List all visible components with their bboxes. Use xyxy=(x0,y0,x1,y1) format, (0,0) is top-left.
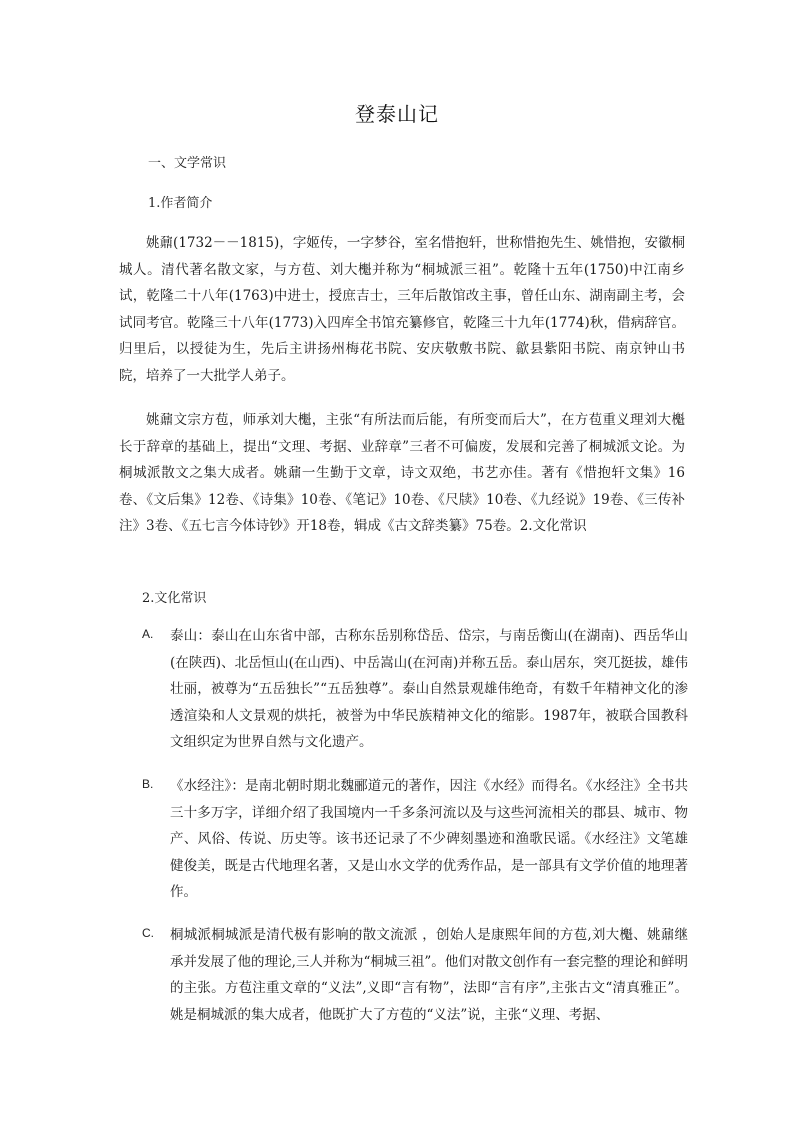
subheading-cultural-knowledge: 2.文化常识 xyxy=(142,591,207,606)
list-item-text: 桐城派桐城派是清代极有影响的散文流派 ，创始人是康熙年间的方苞,刘大櫆、姚鼐继承并发展了他的理论,三人并称为“桐城三祖”。他们对散文创作有一套完整的理论和鲜明的主张。方苞注重文章的“义法”,义即“言有物”，法即“言有序”,主张古文“清真雅正”。姚是桐城派的集大成者，他既扩大了方苞的“义法”说，主张“义理、考据、 xyxy=(170,927,688,1023)
author-paragraph-1: 姚鼐(1732－－1815)，字姬传，一字梦谷，室名惜抱轩，世称惜抱先生、姚惜抱，安徽桐城人。清代著名散文家，与方苞、刘大櫆并称为“桐城派三祖”。乾隆十五年(1750)中江南乡试，乾隆二十八年(1763)中进士，授庶吉士，三年后散馆改主事，曾任山东、湖南副主考，会试同考官。乾隆三十八年(1773)入四库全书馆充纂修官，乾隆三十九年(1774)秋，借病辞官。归里后，以授徒为生，先后主讲扬州梅花书院、安庆敬敷书院、歙县紫阳书院、南京钟山书院，培养了一大批学人弟子。 xyxy=(119,235,685,384)
list-item-label: B. xyxy=(142,777,154,791)
author-paragraph-2: 姚鼐文宗方苞，师承刘大櫆，主张“有所法而后能，有所变而后大”，在方苞重义理刘大櫆长于辞章的基础上，提出“文理、考据、业辞章”三者不可偏废，发展和完善了桐城派文论。为桐城派散文之集大成者。姚鼐一生勤于文章，诗文双绝，书艺亦佳。著有《惜抱轩文集》16卷、《文后集》12卷、《诗集》10卷、《笔记》10卷、《尺牍》10卷、《九经说》19卷、《三传补注》3卷、《五七言今体诗钞》开18卷，辑成《古文辞类纂》75卷。2.文化常识 xyxy=(119,412,685,534)
list-item-text: 《水经注》：是南北朝时期北魏郦道元的著作，因注《水经》而得名。《水经注》全书共三十多万字，详细介绍了我国境内一千多条河流以及与这些河流相关的郡县、城市、物产、风俗、传说、历史等。该书还记录了不少碑刻墨迹和渔歌民谣。《水经注》文笔雄健俊美，既是古代地理名著，又是山水文学的优秀作品，是一部具有文学价值的地理著作。 xyxy=(170,778,688,900)
section-heading-literary-knowledge: 一、文学常识 xyxy=(148,156,227,171)
list-item-label: C. xyxy=(142,926,154,940)
list-item-label: A. xyxy=(142,627,154,641)
document-title: 登泰山记 xyxy=(355,102,439,126)
subheading-author-intro: 1.作者简介 xyxy=(148,196,213,211)
list-item-text: 泰山：泰山在山东省中部，古称东岳别称岱岳、岱宗，与南岳衡山(在湖南)、西岳华山(在陕西)、北岳恒山(在山西)、中岳嵩山(在河南)并称五岳。泰山居东，突兀挺拔，雄伟壮丽，被尊为“五岳独长”“五岳独尊”。泰山自然景观雄伟绝奇，有数千年精神文化的渗透渲染和人文景观的烘托，被誉为中华民族精神文化的缩影。1987年，被联合国教科文组织定为世界自然与文化遗产。 xyxy=(170,628,688,750)
